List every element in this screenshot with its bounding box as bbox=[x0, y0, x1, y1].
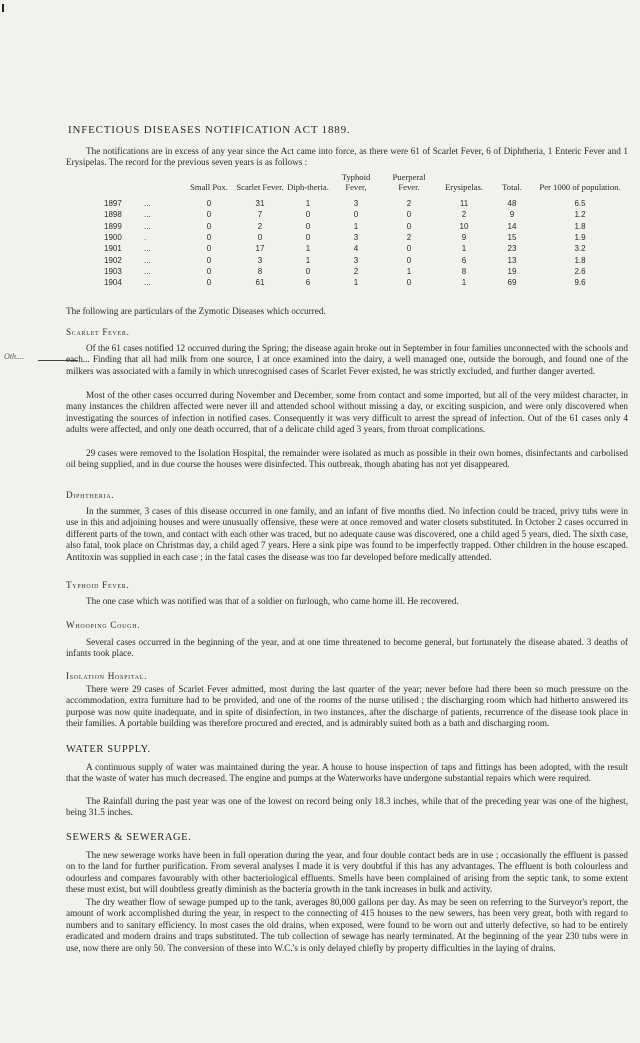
cell-dots: ... bbox=[144, 210, 151, 220]
cell-erysipelas: 10 bbox=[459, 221, 469, 231]
cell-scarlet: 3 bbox=[257, 255, 263, 265]
sewers-paragraph-1: The new sewerage works have been in full operation during the year, and four double contact beds are in use ; occasionally the effluent is passed on to the land for further purification. From several analyses I made it is very doubtful if this has any advantages. The effluent is both colourless and odourless and compares favourably with other bacteriological effluents. Smells have been complained of arising from the septic tank, to some extent these must exist, but will doubtless greatly diminish as the bacteria growth in the tank increases in bulk and activity. bbox=[66, 850, 628, 895]
water-paragraph-1: A continuous supply of water was maintained during the year. A house to house inspection of taps and fittings has been adopted, with the result that the waste of water has much decreased. The engine and pumps at the Waterworks have undergone substantial repairs which were required. bbox=[66, 762, 628, 784]
cell-typhoid: 4 bbox=[353, 244, 359, 254]
cell-scarlet: 0 bbox=[257, 233, 263, 243]
col-header-dots bbox=[144, 172, 184, 198]
cell-total: 13 bbox=[507, 255, 517, 265]
cell-puerperal: 0 bbox=[406, 255, 412, 265]
cell-total: 9 bbox=[509, 210, 515, 220]
cell-scarlet: 61 bbox=[255, 278, 265, 288]
cell-year: 1897 bbox=[104, 199, 122, 209]
cell-diphtheria: 0 bbox=[305, 233, 311, 243]
cell-total: 15 bbox=[507, 233, 517, 243]
cell-year: 1902 bbox=[104, 255, 122, 265]
cell-year: 1899 bbox=[104, 221, 122, 231]
col-header-smallpox: Small Pox. bbox=[190, 182, 228, 192]
cell-diphtheria: 1 bbox=[305, 255, 311, 265]
cell-smallpox: 0 bbox=[206, 199, 212, 209]
cell-puerperal: 0 bbox=[406, 210, 412, 220]
cell-scarlet: 2 bbox=[257, 221, 263, 231]
page-title: INFECTIOUS DISEASES NOTIFICATION ACT 1889. bbox=[68, 124, 351, 136]
cell-total: 23 bbox=[507, 244, 517, 254]
cell-smallpox: 0 bbox=[206, 278, 212, 288]
sewers-paragraph-2: The dry weather flow of sewage pumped up to the tank, averages 80,000 gallons per day. As may be seen on referring to the Surveyor's report, the amount of work accomplished during the year, in respect to the connecting of 415 houses to the new sewers, has been very great, both with regard to numbers and to sanitary efficiency. In most cases the old drains, when exposed, were found to be worn out and utterly defective, so had to be entirely eradicated and modern drains and traps substituted. The tub collection of sewage has nearly terminated. At the beginning of the year 230 tubs were in use, now there are only 50. The conversion of these into W.C.'s is only delayed chiefly by property difficulties in the laying of drains. bbox=[66, 897, 628, 953]
cell-typhoid: 2 bbox=[353, 266, 359, 276]
table-row bbox=[100, 243, 628, 254]
cell-per1000: 2.6 bbox=[574, 266, 586, 276]
cell-per1000: 1.8 bbox=[574, 255, 586, 265]
table-row bbox=[100, 198, 628, 209]
cell-per1000: 1.9 bbox=[574, 233, 586, 243]
col-header-scarlet: Scarlet Fever. bbox=[236, 182, 284, 192]
scan-mark bbox=[2, 4, 4, 12]
scarlet-paragraph-3: 29 cases were removed to the Isolation Hospital, the remainder were isolated as much as possible in their own homes, disinfectants and carbolised oil being supplied, and in due course the houses were disinfected. This outbreak, though abating has not yet disappeared. bbox=[66, 448, 628, 470]
cell-smallpox: 0 bbox=[206, 244, 212, 254]
scarlet-paragraph-1: Of the 61 cases notified 12 occurred during the Spring; the disease again broke out in September in four families unconnected with the schools and each... Finding that all had milk from one source, I at once examined into the dairy, a well managed one, outside the borough, and found one of the milkers was associated with a family in which unrecognised cases of Scarlet Fever existed, he was strictly excluded, and further danger averted. bbox=[66, 343, 628, 376]
cell-smallpox: 0 bbox=[206, 266, 212, 276]
cell-erysipelas: 1 bbox=[461, 278, 467, 288]
cell-diphtheria: 1 bbox=[305, 244, 311, 254]
col-header-diphtheria: Diph-theria. bbox=[287, 182, 329, 192]
cell-dots: ... bbox=[144, 278, 151, 288]
typhoid-paragraph: The one case which was notified was that of a soldier on furlough, who came home ill. He recovered. bbox=[86, 596, 459, 606]
cell-year: 1904 bbox=[104, 278, 122, 288]
table-row bbox=[100, 221, 628, 232]
cell-diphtheria: 0 bbox=[305, 266, 311, 276]
col-header-erysipelas: Erysipelas. bbox=[445, 182, 483, 192]
cell-smallpox: 0 bbox=[206, 221, 212, 231]
cell-dots: ... bbox=[144, 244, 151, 254]
cell-diphtheria: 0 bbox=[305, 221, 311, 231]
cell-dots: ... bbox=[144, 199, 151, 209]
intro-paragraph: The notifications are in excess of any year since the Act came into force, as there were 61 of Scarlet Fever, 6 of Diphtheria, 1 Enteric Fever and 1 Erysipelas. The record for the previous seven years is as follows : bbox=[66, 146, 628, 168]
cell-erysipelas: 6 bbox=[461, 255, 467, 265]
cell-diphtheria: 1 bbox=[305, 199, 311, 209]
scarlet-paragraph-2: Most of the other cases occurred during November and December, some from contact and some imported, but all of the very mildest character, in many instances the children affected were never ill and attended school without missing a day, or exciting suspicion, and were only discovered when investigating the sources of infection in notified cases. Consequently it was very difficult to arrest the spread of infection. Out of the 61 cases only 4 adults were affected, and only one death occurred, that of a delicate child aged 3 years, from throat complications. bbox=[66, 390, 628, 435]
isolation-paragraph: There were 29 cases of Scarlet Fever admitted, most during the last quarter of the year; never before had there been so much pressure on the accommodation, extra furniture had to be provided, and one of the rooms of the nurse utilised ; the discharging room which had hitherto answered its purpose was now quite inadequate, and in spite of disinfection, in two instances, after the discharge of patients, recurrence of the disease took place in their families. A portable building was therefore procured and erected, and is admirably suited both as a bath and discharging room. bbox=[66, 684, 628, 729]
cell-year: 1903 bbox=[104, 266, 122, 276]
water-paragraph-2: The Rainfall during the past year was one of the lowest on record being only 18.3 inches, while that of the preceding year was one of the highest, being 31.5 inches. bbox=[66, 796, 628, 818]
cell-per1000: 1.2 bbox=[574, 210, 586, 220]
cell-dots: ... bbox=[144, 255, 151, 265]
cell-scarlet: 7 bbox=[257, 210, 263, 220]
cell-scarlet: 8 bbox=[257, 266, 263, 276]
cell-puerperal: 0 bbox=[406, 244, 412, 254]
heading-whooping-cough: Whooping Cough. bbox=[66, 620, 141, 630]
cell-per1000: 3.2 bbox=[574, 244, 586, 254]
cell-total: 69 bbox=[507, 278, 517, 288]
notification-table bbox=[100, 172, 628, 288]
table-row bbox=[100, 277, 628, 288]
cell-typhoid: 1 bbox=[353, 221, 359, 231]
table-header-row bbox=[100, 172, 628, 198]
col-header-year bbox=[100, 172, 144, 198]
cell-typhoid: 3 bbox=[353, 199, 359, 209]
cell-smallpox: 0 bbox=[206, 233, 212, 243]
cell-smallpox: 0 bbox=[206, 255, 212, 265]
cell-erysipelas: 8 bbox=[461, 266, 467, 276]
cell-typhoid: 3 bbox=[353, 233, 359, 243]
cell-scarlet: 31 bbox=[255, 199, 265, 209]
diphtheria-paragraph: In the summer, 3 cases of this disease occurred in one family, and an infant of five months died. No infection could be traced, privy tubs were in use in this and adjoining houses and were unusually offensive, these were at once removed and water closets substituted. In October 2 cases occurred in different parts of the town, and contact with each other was traced, but no adequate cause was discovered, one a child aged 5 years, died. The sixth case, also fatal, took place on Christmas day, a child aged 7 years. Here a sink pipe was found to be imperfectly trapped. Other children in the house escaped. Antitoxin was supplied in each case ; in the fatal cases the disease was too far developed before medically attended. bbox=[66, 506, 628, 562]
cell-diphtheria: 6 bbox=[305, 278, 311, 288]
cell-typhoid: 3 bbox=[353, 255, 359, 265]
cell-year: 1898 bbox=[104, 210, 122, 220]
table-row bbox=[100, 254, 628, 265]
col-header-per1000: Per 1000 of population. bbox=[539, 182, 621, 192]
cell-erysipelas: 9 bbox=[461, 233, 467, 243]
particulars-paragraph: The following are particulars of the Zymotic Diseases which occurred. bbox=[66, 306, 326, 316]
cell-erysipelas: 11 bbox=[459, 199, 469, 209]
col-header-typhoid: Typhoid Fever, bbox=[341, 172, 371, 192]
heading-diphtheria: Diphtheria. bbox=[66, 490, 115, 500]
whooping-paragraph: Several cases occurred in the beginning of the year, and at one time threatened to become general, but fortunately the disease abated. 3 deaths of infants took place. bbox=[66, 637, 628, 659]
cell-dots: . bbox=[144, 233, 147, 243]
col-header-total: Total. bbox=[502, 182, 522, 192]
cell-puerperal: 0 bbox=[406, 278, 412, 288]
table-row bbox=[100, 232, 628, 243]
cell-dots: ... bbox=[144, 221, 151, 231]
cell-per1000: 9.6 bbox=[574, 278, 586, 288]
cell-erysipelas: 2 bbox=[461, 210, 467, 220]
table-row bbox=[100, 209, 628, 220]
cell-smallpox: 0 bbox=[206, 210, 212, 220]
cell-total: 14 bbox=[507, 221, 517, 231]
cell-puerperal: 2 bbox=[406, 233, 412, 243]
cell-scarlet: 17 bbox=[255, 244, 265, 254]
cell-year: 1901 bbox=[104, 244, 122, 254]
cell-total: 19 bbox=[507, 266, 517, 276]
cell-year: 1900 bbox=[104, 233, 122, 243]
table-row bbox=[100, 266, 628, 277]
cell-puerperal: 1 bbox=[406, 266, 412, 276]
cell-diphtheria: 0 bbox=[305, 210, 311, 220]
heading-sewers-sewerage: SEWERS & SEWERAGE. bbox=[66, 832, 192, 843]
heading-isolation-hospital: Isolation Hospital. bbox=[66, 671, 148, 681]
cell-per1000: 6.5 bbox=[574, 199, 586, 209]
cell-erysipelas: 1 bbox=[461, 244, 467, 254]
cell-typhoid: 0 bbox=[353, 210, 359, 220]
cell-puerperal: 0 bbox=[406, 221, 412, 231]
heading-typhoid-fever: Typhoid Fever. bbox=[66, 580, 130, 590]
cell-dots: ... bbox=[144, 266, 151, 276]
heading-scarlet-fever: Scarlet Fever. bbox=[66, 327, 130, 337]
cell-typhoid: 1 bbox=[353, 278, 359, 288]
cell-per1000: 1.8 bbox=[574, 221, 586, 231]
margin-note: Oth.... bbox=[4, 352, 24, 361]
cell-puerperal: 2 bbox=[406, 199, 412, 209]
cell-total: 48 bbox=[507, 199, 517, 209]
heading-water-supply: WATER SUPPLY. bbox=[66, 744, 151, 755]
col-header-puerperal: Puerperal Fever. bbox=[392, 172, 426, 192]
